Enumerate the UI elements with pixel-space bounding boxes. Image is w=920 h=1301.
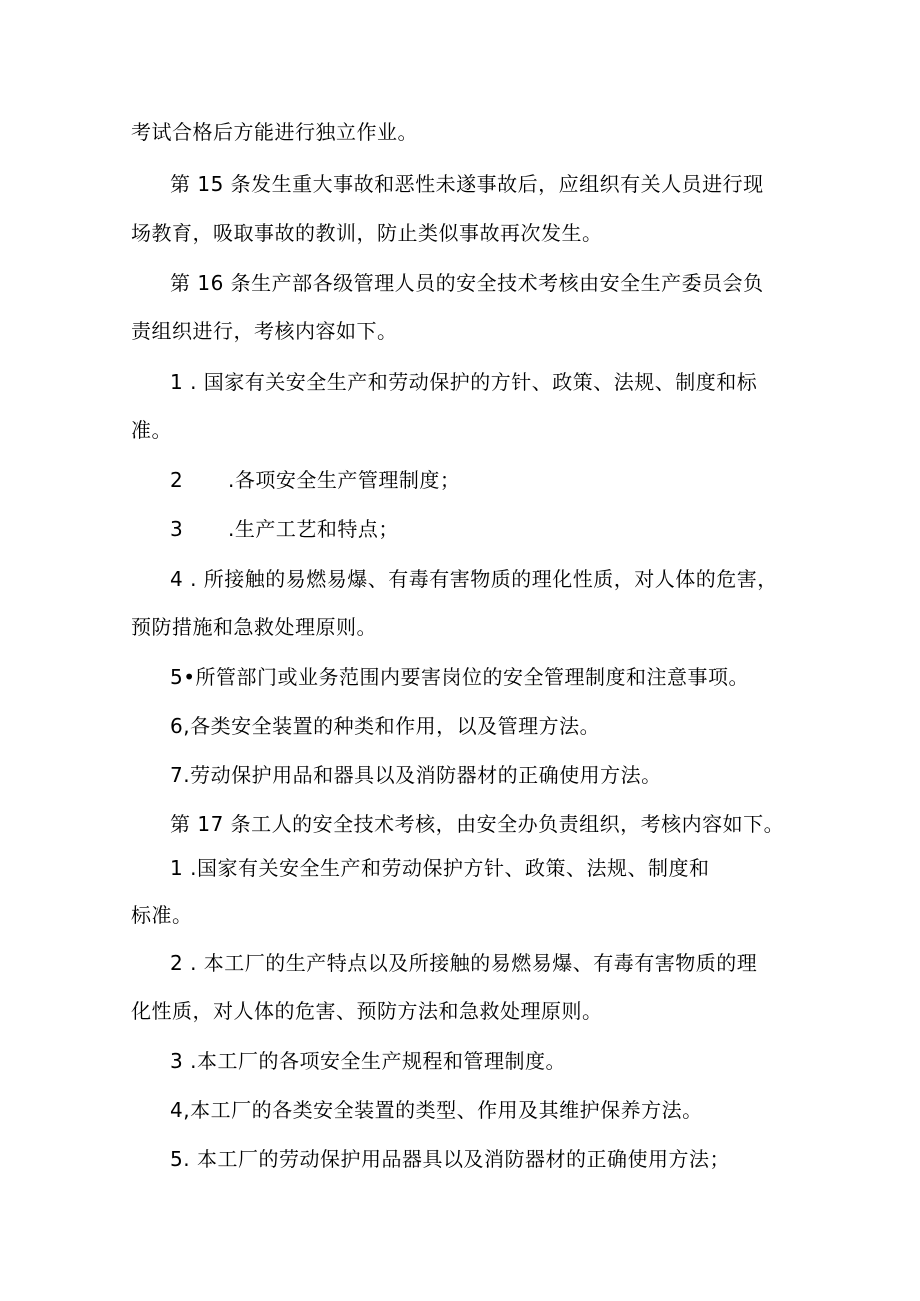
text-line: 第 16 条生产部各级管理人员的安全技术考核由安全生产委员会负 bbox=[170, 271, 764, 295]
text-line: 场教育，吸取事故的教训，防止类似事故再次发生。 bbox=[131, 221, 603, 245]
text-line: .各项安全生产管理制度； bbox=[228, 468, 461, 492]
text-line: 化性质，对人体的危害、预防方法和急救处理原则。 bbox=[131, 999, 603, 1023]
text-line: 准。 bbox=[131, 418, 172, 442]
text-line: 责组织进行，考核内容如下。 bbox=[131, 319, 398, 343]
text-line: 考试合格后方能进行独立作业。 bbox=[131, 120, 418, 144]
text-line: 5•所管部门或业务范围内要害岗位的安全管理制度和注意事项。 bbox=[170, 665, 750, 689]
list-number: 3 bbox=[170, 517, 184, 541]
text-line: 第 15 条发生重大事故和恶性未遂事故后，应组织有关人员进行现 bbox=[170, 172, 764, 196]
text-line: 标准。 bbox=[131, 903, 193, 927]
text-line: .生产工艺和特点； bbox=[228, 517, 399, 541]
text-line: 4,本工厂的各类安全装置的类型、作用及其维护保养方法。 bbox=[170, 1098, 703, 1122]
text-line: 4 . 所接触的易燃易爆、有毒有害物质的理化性质，对人体的危害， bbox=[170, 567, 778, 591]
text-line: 第 17 条工人的安全技术考核，由安全办负责组织，考核内容如下。 bbox=[170, 812, 785, 836]
text-line: 1 .国家有关安全生产和劳动保护方针、政策、法规、制度和 bbox=[170, 856, 710, 880]
text-line: 预防措施和急救处理原则。 bbox=[131, 615, 377, 639]
text-line: 3 .本工厂的各项安全生产规程和管理制度。 bbox=[170, 1049, 566, 1073]
text-line: 7.劳动保护用品和器具以及消防器材的正确使用方法。 bbox=[170, 763, 662, 787]
text-line: 1 . 国家有关安全生产和劳动保护的方针、政策、法规、制度和标 bbox=[170, 370, 758, 394]
text-line: 5. 本工厂的劳动保护用品器具以及消防器材的正确使用方法； bbox=[170, 1147, 730, 1171]
list-number: 2 bbox=[170, 468, 184, 492]
text-line: 6,各类安全装置的种类和作用，以及管理方法。 bbox=[170, 714, 601, 738]
text-line: 2 . 本工厂的生产特点以及所接触的易燃易爆、有毒有害物质的理 bbox=[170, 951, 758, 975]
